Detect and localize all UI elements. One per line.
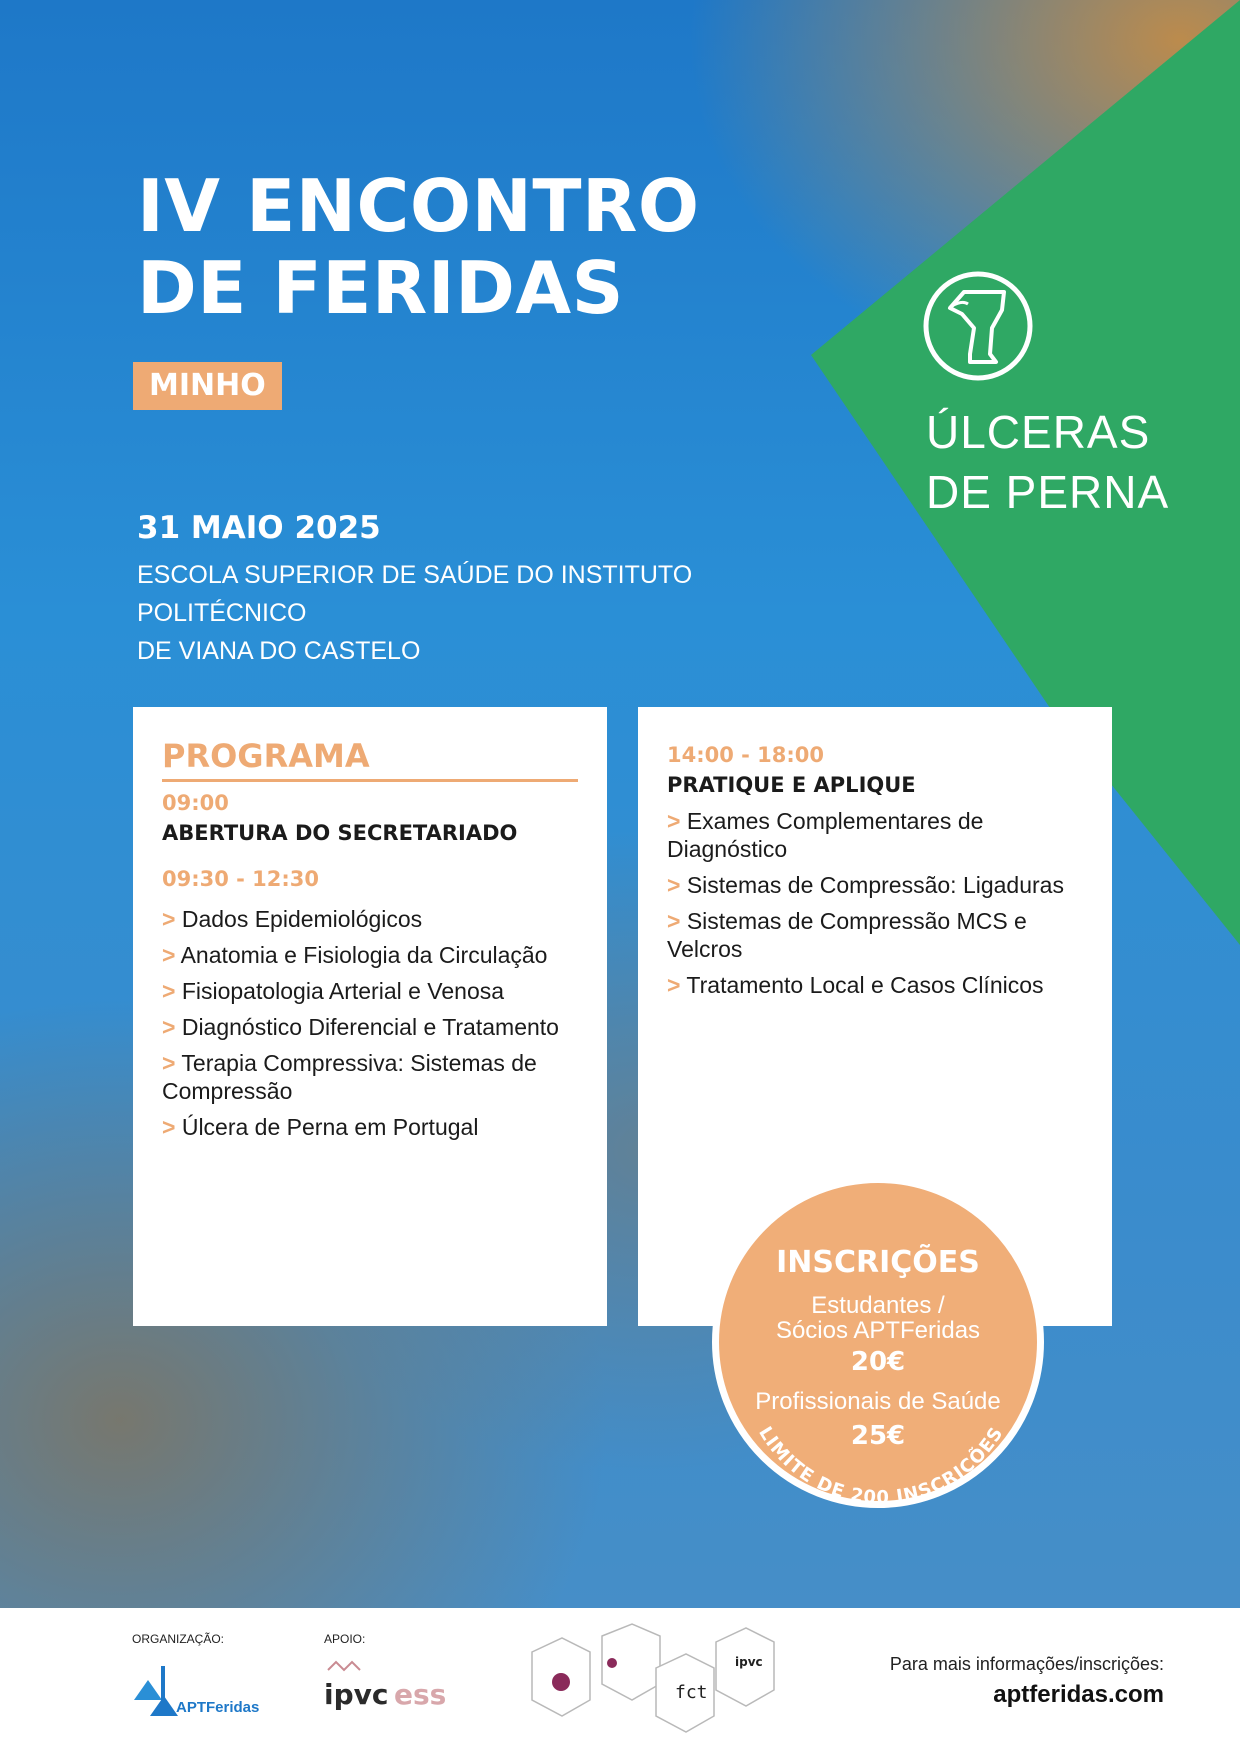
program-title-rule bbox=[162, 779, 578, 782]
arrow-icon: > bbox=[667, 872, 681, 898]
leg-icon bbox=[922, 270, 1034, 382]
student-price: 20€ bbox=[850, 1347, 906, 1377]
session-title: ABERTURA DO SECRETARIADO bbox=[162, 821, 518, 845]
theme-line-1: ÚLCERAS bbox=[926, 406, 1151, 458]
program-item: > Sistemas de Compressão: Ligaduras bbox=[667, 872, 1064, 898]
session-title: PRATIQUE E APLIQUE bbox=[667, 773, 916, 797]
ipvc-wordmark: ipvc bbox=[324, 1678, 389, 1711]
footer-info bbox=[890, 1654, 1164, 1709]
program-item: > Terapia Compressiva: Sistemas de Compressão bbox=[162, 1050, 537, 1104]
event-title bbox=[137, 165, 700, 329]
program-item: > Sistemas de Compressão MCS e Velcros bbox=[667, 908, 1027, 962]
venue-line-2: DE VIANA DO CASTELO bbox=[137, 637, 421, 665]
info-label: Para mais informações/inscrições: bbox=[889, 1654, 1164, 1674]
support-label: APOIO: bbox=[324, 1632, 366, 1646]
aptferidas-wordmark: APTFeridas bbox=[176, 1699, 260, 1716]
program-card-morning bbox=[133, 707, 607, 1326]
limit-text: LIMITE DE 200 INSCRIÇÕES bbox=[754, 1423, 1008, 1509]
program-item: > Fisiopatologia Arterial e Venosa bbox=[162, 978, 505, 1004]
program-item: > Tratamento Local e Casos Clínicos bbox=[667, 972, 1044, 998]
student-line-1: Estudantes / bbox=[811, 1292, 945, 1319]
professional-label: Profissionais de Saúde bbox=[755, 1388, 1001, 1415]
professional-price: 25€ bbox=[850, 1421, 906, 1451]
footer bbox=[0, 1608, 1240, 1754]
program-item: > Úlcera de Perna em Portugal bbox=[162, 1114, 479, 1140]
event-date: 31 MAIO 2025 bbox=[137, 510, 381, 546]
arrow-icon: > bbox=[667, 972, 681, 998]
event-venue bbox=[137, 556, 857, 670]
student-line-2: Sócios APTFeridas bbox=[775, 1317, 981, 1344]
program-item: > Diagnóstico Diferencial e Tratamento bbox=[162, 1014, 559, 1040]
website-link[interactable]: aptferidas.com bbox=[993, 1681, 1164, 1708]
registration-limit bbox=[700, 1360, 1060, 1540]
arrow-icon: > bbox=[162, 942, 176, 968]
session-time: 14:00 - 18:00 bbox=[667, 743, 825, 767]
svg-text:LIMITE DE 200 INSCRIÇÕES bbox=[754, 1423, 1007, 1508]
ipvc-partner-logo: ipvc bbox=[735, 1655, 763, 1669]
session-time: 09:30 - 12:30 bbox=[162, 867, 320, 891]
theme-title bbox=[926, 402, 1169, 522]
partner-mark-icon bbox=[607, 1658, 617, 1668]
arrow-icon: > bbox=[162, 1114, 176, 1140]
fct-logo: fct bbox=[675, 1682, 708, 1703]
title-line-1: IV ENCONTRO bbox=[137, 164, 700, 248]
arrow-icon: > bbox=[667, 908, 681, 934]
arrow-icon: > bbox=[162, 1014, 176, 1040]
program-title: PROGRAMA bbox=[162, 737, 370, 775]
session-time: 09:00 bbox=[162, 791, 229, 815]
theme-line-2: DE PERNA bbox=[926, 466, 1170, 518]
program-item: > Dados Epidemiológicos bbox=[162, 906, 423, 932]
arrow-icon: > bbox=[162, 978, 176, 1004]
partner-logos bbox=[490, 1616, 820, 1752]
arrow-icon: > bbox=[162, 1050, 176, 1076]
partner-mark-icon bbox=[552, 1673, 570, 1691]
ipvc-ess-logo bbox=[322, 1658, 452, 1718]
registration-title: INSCRIÇÕES bbox=[776, 1245, 980, 1280]
aptferidas-logo bbox=[128, 1660, 268, 1724]
arrow-icon: > bbox=[667, 808, 681, 834]
ess-wordmark: ess bbox=[394, 1678, 447, 1711]
region-badge: MINHO bbox=[133, 362, 282, 410]
organization-label: ORGANIZAÇÃO: bbox=[132, 1632, 225, 1646]
arrow-icon: > bbox=[162, 906, 176, 932]
title-line-2: DE FERIDAS bbox=[137, 246, 624, 330]
program-item: > Exames Complementares de Diagnóstico bbox=[667, 808, 984, 862]
venue-line-1: ESCOLA SUPERIOR DE SAÚDE DO INSTITUTO POLITÉCNICO bbox=[137, 561, 693, 627]
program-item: > Anatomia e Fisiologia da Circulação bbox=[162, 942, 548, 968]
